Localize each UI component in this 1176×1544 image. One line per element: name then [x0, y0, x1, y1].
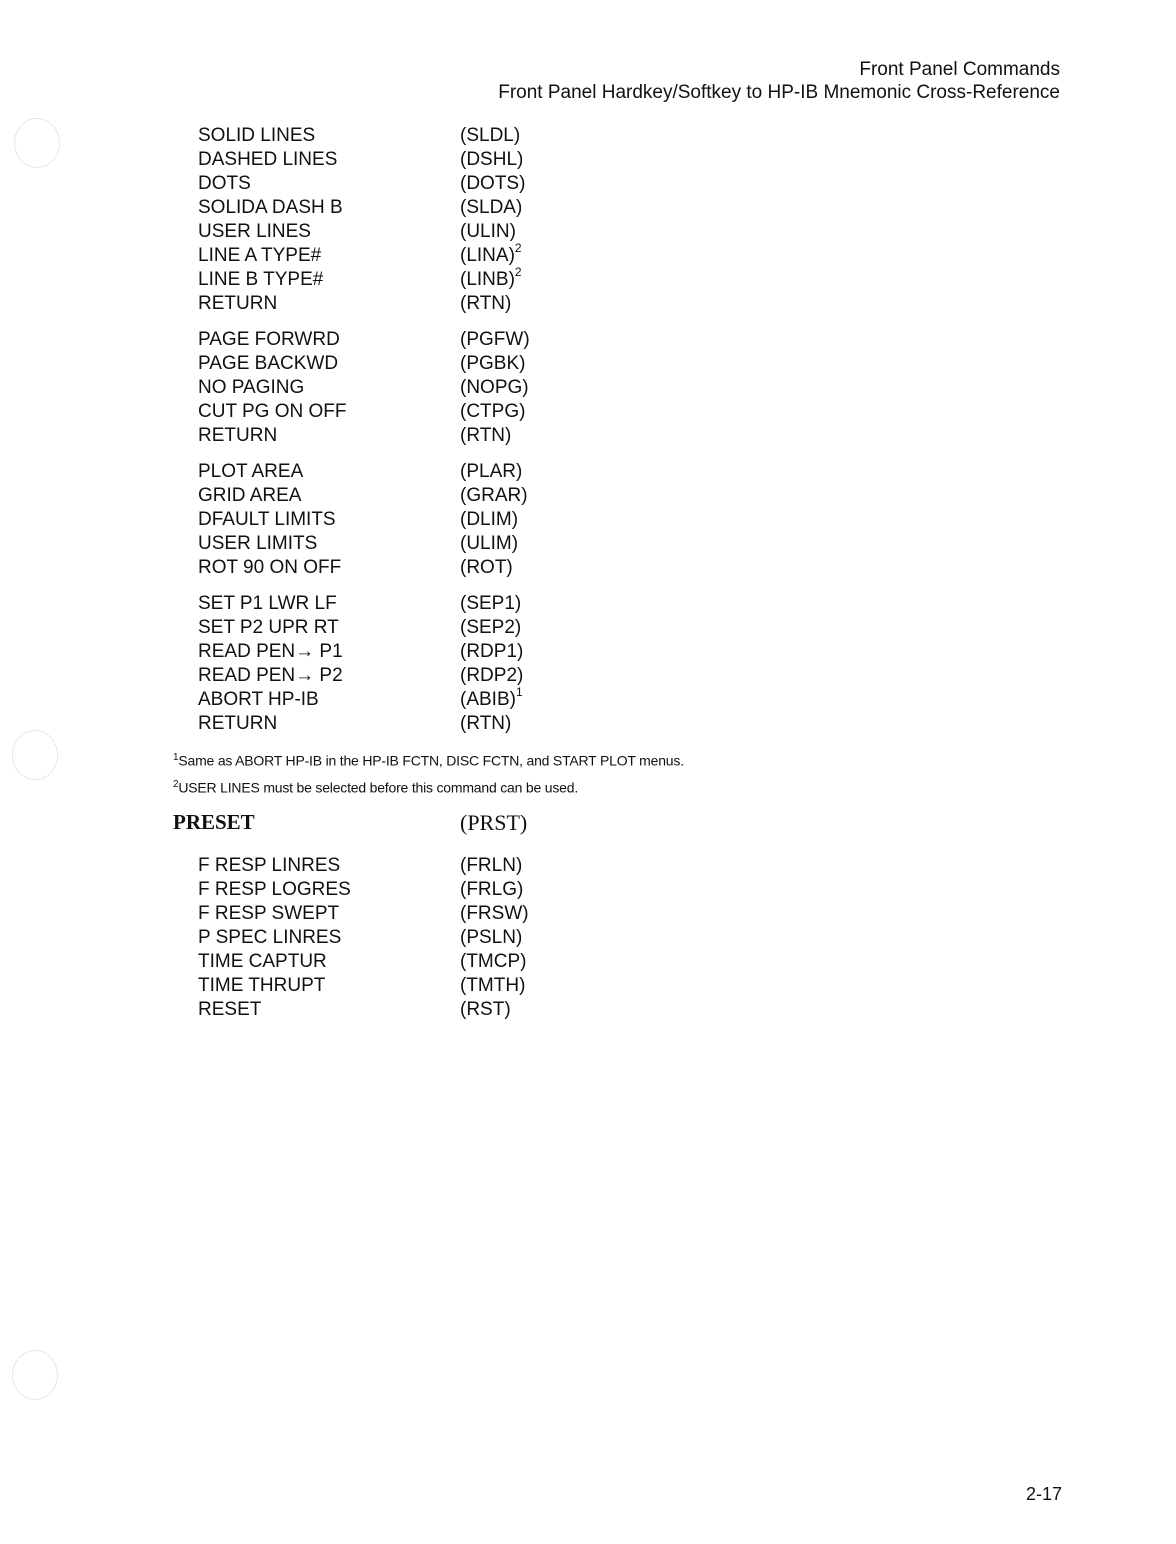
- mnemonic-text: (FRLG): [460, 879, 524, 900]
- mnemonic-text: (RDP2): [460, 665, 524, 686]
- softkey-label: RETURN: [198, 713, 278, 734]
- mnemonic-text: (PGBK): [460, 353, 526, 374]
- softkey-label: LINE A TYPE#: [198, 245, 322, 266]
- mnemonic-text: (FRLN): [460, 855, 523, 876]
- hpib-mnemonic: [460, 664, 523, 688]
- hpib-mnemonic: [460, 854, 522, 878]
- subsection-title: Front Panel Hardkey/Softkey to HP-IB Mnemonic Cross-Reference: [498, 82, 1060, 103]
- mnemonic-text: (DLIM): [460, 509, 519, 530]
- softkey-label: RETURN: [198, 425, 278, 446]
- mnemonic-text: (TMCP): [460, 951, 527, 972]
- mnemonic-text: (RST): [460, 999, 511, 1020]
- softkey-label: USER LIMITS: [198, 533, 318, 554]
- footnote-mark: 1: [173, 752, 179, 763]
- hpib-mnemonic: [460, 400, 525, 424]
- softkey-label: READ PEN→ P2: [198, 665, 343, 686]
- softkey-label: SET P2 UPR RT: [198, 617, 339, 638]
- hpib-mnemonic: [460, 240, 522, 268]
- hpib-mnemonic: [460, 196, 522, 220]
- hpib-mnemonic: [460, 292, 511, 316]
- hpib-mnemonic: [460, 532, 518, 556]
- hpib-mnemonic: [460, 998, 511, 1022]
- hpib-mnemonic: [460, 484, 528, 508]
- footnote-ref: 2: [514, 240, 522, 255]
- footnotes: [173, 746, 684, 799]
- hpib-mnemonic: [460, 950, 526, 974]
- hpib-mnemonic: [460, 376, 529, 400]
- hpib-mnemonic: [460, 712, 511, 736]
- mnemonic-text: (PSLN): [460, 927, 523, 948]
- mnemonic-text: (ULIM): [460, 533, 519, 554]
- softkey-label: RESET: [198, 999, 262, 1020]
- softkey-label: SET P1 LWR LF: [198, 593, 337, 614]
- preset-heading: [173, 810, 528, 835]
- hpib-mnemonic: [460, 264, 522, 292]
- softkey-label: PAGE BACKWD: [198, 353, 339, 374]
- softkey-label: ABORT HP-IB: [198, 689, 319, 710]
- mnemonic-text: (DSHL): [460, 149, 524, 170]
- softkey-label: NO PAGING: [198, 377, 305, 398]
- softkey-label: LINE B TYPE#: [198, 269, 324, 290]
- preset-key: PRESET: [173, 810, 255, 834]
- softkey-label: READ PEN→ P1: [198, 641, 343, 662]
- hpib-mnemonic: [460, 508, 518, 532]
- mnemonic-text: (LINB): [460, 269, 515, 290]
- mnemonic-text: (SLDA): [460, 197, 523, 218]
- softkey-label: DFAULT LIMITS: [198, 509, 336, 530]
- mnemonic-text: (RTN): [460, 713, 512, 734]
- hpib-mnemonic: [460, 902, 529, 926]
- hpib-mnemonic: [460, 424, 511, 448]
- punch-hole-mark: [14, 118, 60, 168]
- punch-hole-mark: [12, 730, 58, 780]
- mnemonic-text: (TMTH): [460, 975, 526, 996]
- softkey-label: F RESP LINRES: [198, 855, 341, 876]
- hpib-mnemonic: [460, 124, 520, 148]
- softkey-label: RETURN: [198, 293, 278, 314]
- section-title: Front Panel Commands: [859, 59, 1060, 80]
- hpib-mnemonic: [460, 926, 522, 950]
- mnemonic-text: (RTN): [460, 293, 512, 314]
- hpib-mnemonic: [460, 592, 521, 616]
- hpib-mnemonic: [460, 684, 523, 712]
- footnote-mark: 2: [173, 778, 179, 790]
- softkey-label: SOLIDA DASH B: [198, 197, 343, 218]
- hpib-mnemonic: [460, 328, 530, 352]
- mnemonic-text: (SEP1): [460, 593, 522, 614]
- mnemonic-text: (ABIB): [460, 689, 516, 710]
- hpib-mnemonic: [460, 974, 525, 998]
- mnemonic-text: (NOPG): [460, 377, 529, 398]
- mnemonic-text: (PLAR): [460, 461, 523, 482]
- mnemonic-text: (SLDL): [460, 125, 521, 146]
- mnemonic-text: (CTPG): [460, 401, 526, 422]
- mnemonic-text: (RDP1): [460, 641, 524, 662]
- softkey-label: SOLID LINES: [198, 125, 316, 146]
- hpib-mnemonic: [460, 616, 521, 640]
- softkey-label: TIME CAPTUR: [198, 951, 327, 972]
- mnemonic-text: (ULIN): [460, 221, 516, 242]
- softkey-label: PAGE FORWRD: [198, 329, 340, 350]
- hpib-mnemonic: [460, 352, 525, 376]
- mnemonic-text: (LINA): [460, 245, 515, 266]
- softkey-label: CUT PG ON OFF: [198, 401, 347, 422]
- softkey-label: F RESP SWEPT: [198, 903, 340, 924]
- mnemonic-text: (GRAR): [460, 485, 528, 506]
- page-number: 2-17: [1026, 1484, 1063, 1504]
- softkey-label: P SPEC LINRES: [198, 927, 342, 948]
- mnemonic-text: (PGFW): [460, 329, 530, 350]
- mnemonic-text: (SEP2): [460, 617, 522, 638]
- footnote-text: USER LINES must be selected before this command can be used.: [178, 779, 579, 796]
- softkey-label: DASHED LINES: [198, 149, 338, 170]
- mnemonic-text: (ROT): [460, 557, 513, 578]
- hpib-mnemonic: [460, 878, 523, 902]
- hpib-mnemonic: [460, 172, 525, 196]
- footnote-text: Same as ABORT HP-IB in the HP-IB FCTN, DISC FCTN, and START PLOT menus.: [178, 752, 684, 769]
- hpib-mnemonic: [460, 220, 516, 244]
- softkey-label: F RESP LOGRES: [198, 879, 351, 900]
- softkey-label: TIME THRUPT: [198, 975, 326, 996]
- punch-hole-mark: [12, 1350, 58, 1400]
- softkey-label: PLOT AREA: [198, 461, 304, 482]
- footnote-2: [173, 773, 684, 800]
- footnote-ref: 2: [514, 264, 522, 279]
- mnemonic-text: (FRSW): [460, 903, 529, 924]
- softkey-label: ROT 90 ON OFF: [198, 557, 342, 578]
- mnemonic-text: (RTN): [460, 425, 512, 446]
- mnemonic-text: (DOTS): [460, 173, 526, 194]
- page-header: [498, 58, 1060, 104]
- footnote-ref: 1: [515, 684, 523, 699]
- hpib-mnemonic: [460, 148, 523, 172]
- softkey-label: GRID AREA: [198, 485, 302, 506]
- hpib-mnemonic: [460, 556, 513, 580]
- preset-mnemonic: (PRST): [460, 810, 528, 835]
- hpib-mnemonic: [460, 640, 523, 664]
- footnote-1: [173, 746, 684, 773]
- softkey-label: USER LINES: [198, 221, 311, 242]
- hpib-mnemonic: [460, 460, 522, 484]
- softkey-label: DOTS: [198, 173, 251, 194]
